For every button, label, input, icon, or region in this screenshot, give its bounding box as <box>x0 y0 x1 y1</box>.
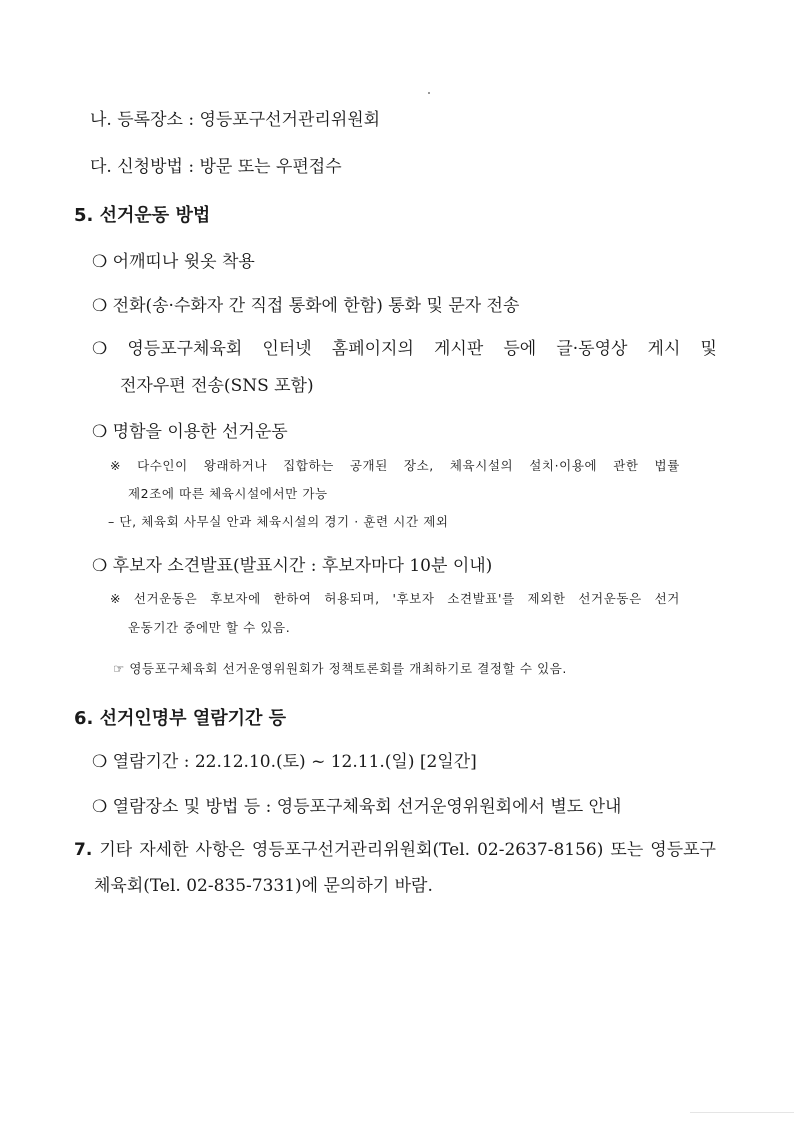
campaign-method-business-card: ❍ 명함을 이용한 선거운동 <box>92 422 288 442</box>
inspection-place-method: ❍ 열람장소 및 방법 등 : 영등포구체육회 선거운영위원회에서 별도 안내 <box>92 797 622 817</box>
business-card-note-cont: 제2조에 따른 체육시설에서만 가능 <box>128 486 328 501</box>
speech-note: ※ 선거운동은 후보자에 한하여 허용되며, '후보자 소견발표'를 제외한 선거운동은 선거 <box>110 591 680 606</box>
campaign-method-sash: ❍ 어깨띠나 윗옷 착용 <box>92 252 255 272</box>
speech-note-cont: 운동기간 중에만 할 수 있음. <box>128 620 291 635</box>
business-card-note: ※ 다수인이 왕래하거나 집합하는 공개된 장소, 체육시설의 설치·이용에 관한 법률 <box>110 458 680 473</box>
campaign-method-phone: ❍ 전화(송·수화자 간 직접 통화에 한함) 통화 및 문자 전송 <box>92 296 520 316</box>
section-6-heading: 6. 선거인명부 열람기간 등 <box>74 708 287 729</box>
business-card-exception: – 단, 체육회 사무실 안과 체육시설의 경기 · 훈련 시간 제외 <box>108 514 449 529</box>
scan-edge-mark <box>690 1112 794 1113</box>
inspection-period: ❍ 열람기간 : 22.12.10.(토) ~ 12.11.(일) [2일간] <box>92 752 477 772</box>
campaign-method-speech: ❍ 후보자 소견발표(발표시간 : 후보자마다 10분 이내) <box>92 556 493 576</box>
campaign-method-internet-cont: 전자우편 전송(SNS 포함) <box>120 376 314 396</box>
scan-speck <box>428 92 430 94</box>
campaign-method-internet: ❍ 영등포구체육회 인터넷 홈페이지의 게시판 등에 글·동영상 게시 및 <box>92 339 717 359</box>
section-7-line-cont: 체육회(Tel. 02-835-7331)에 문의하기 바람. <box>94 876 433 896</box>
application-method-line: 다. 신청방법 : 방문 또는 우편접수 <box>90 157 342 177</box>
section-5-heading: 5. 선거운동 방법 <box>74 205 211 226</box>
section-7-line: 7. 기타 자세한 사항은 영등포구선거관리위원회(Tel. 02-2637-8156) 또는 영등포구 <box>74 840 716 860</box>
registration-place-line: 나. 등록장소 : 영등포구선거관리위원회 <box>90 110 381 130</box>
policy-debate-note: ☞ 영등포구체육회 선거운영위원회가 정책토론회를 개최하기로 결정할 수 있음. <box>113 661 567 676</box>
